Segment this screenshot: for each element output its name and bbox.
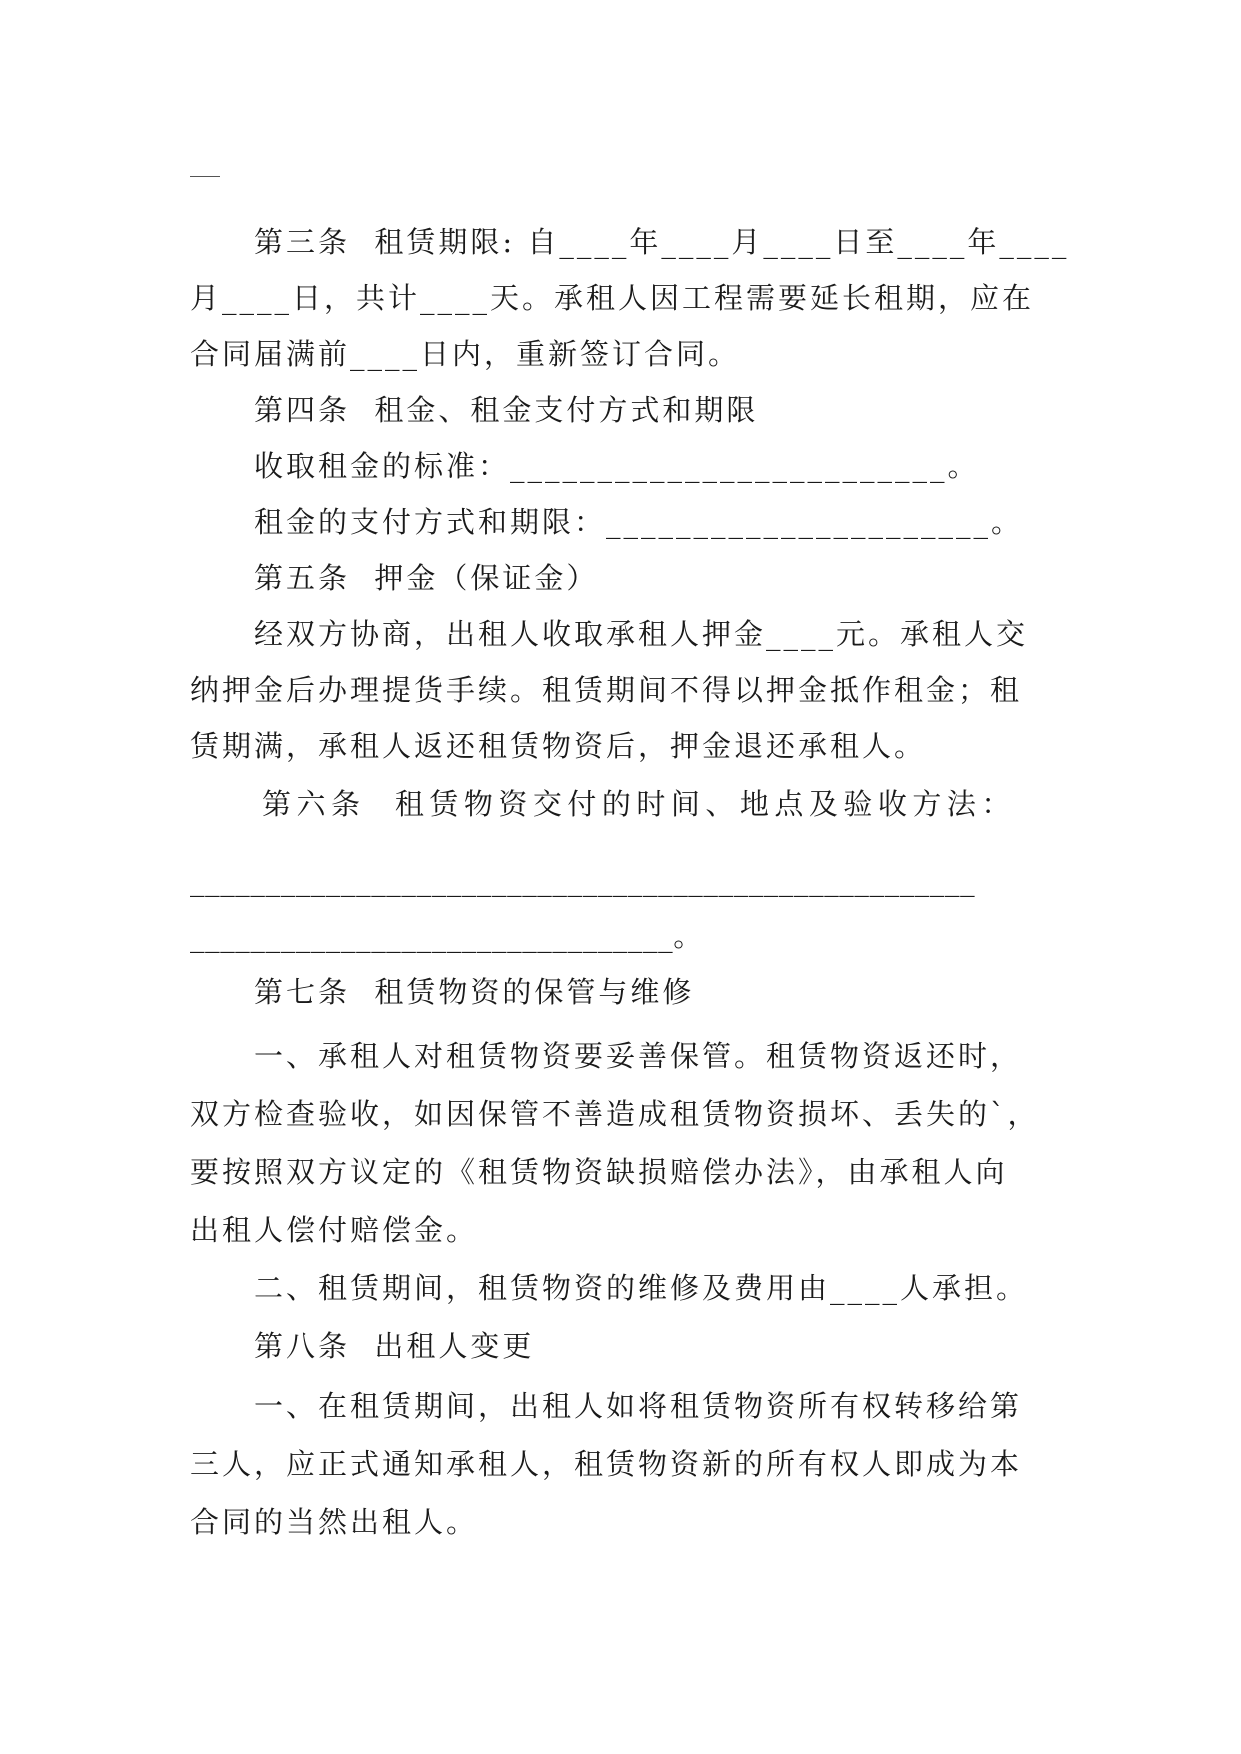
article-7-item-2: 二、租赁期间，租赁物资的维修及费用由____人承担。: [254, 1271, 1029, 1305]
article-6-blank-2: ________________________________。: [190, 919, 703, 953]
article-7-item-1-line-4: 出租人偿付赔偿金。: [190, 1213, 479, 1247]
article-5-line-2: 纳押金后办理提货手续。租赁期间不得以押金抵作租金；租: [190, 673, 1023, 707]
article-3-line-1: 第三条 租赁期限: 自____年____月____日至____年____: [254, 225, 1070, 259]
article-7-item-1-line-1: 一、承租人对租赁物资要妥善保管。租赁物资返还时，: [254, 1039, 1023, 1073]
article-6-heading: 第六条 租赁物资交付的时间、地点及验收方法：: [262, 787, 1016, 821]
article-8-item-1-line-3: 合同的当然出租人。: [190, 1505, 479, 1539]
article-8-item-1-line-1: 一、在租赁期间，出租人如将租赁物资所有权转移给第: [254, 1389, 1023, 1423]
article-8-item-1-line-2: 三人，应正式通知承租人，租赁物资新的所有权人即成为本: [190, 1447, 1023, 1481]
article-3-line-2: 月____日，共计____天。承租人因工程需要延长租期，应在: [190, 281, 1035, 315]
article-4-heading: 第四条 租金、租金支付方式和期限: [254, 393, 759, 427]
article-7-heading: 第七条 租赁物资的保管与维修: [254, 975, 695, 1009]
article-3-line-3: 合同届满前____日内，重新签订合同。: [190, 337, 741, 371]
rent-standard-line: 收取租金的标准：_________________________。: [254, 449, 980, 483]
article-5-line-1: 经双方协商，出租人收取承租人押金____元。承租人交: [254, 617, 1029, 651]
top-dash-mark: [190, 176, 220, 177]
rent-payment-line: 租金的支付方式和期限：______________________。: [254, 505, 1024, 539]
article-7-item-1-line-2: 双方检查验收，如因保管不善造成租赁物资损坏、丢失的`，: [190, 1097, 1040, 1131]
article-5-line-3: 赁期满，承租人返还租赁物资后，押金退还承租人。: [190, 729, 927, 763]
article-7-item-1-line-3: 要按照双方议定的《租赁物资缺损赔偿办法》，由承租人向: [190, 1155, 1008, 1189]
article-6-blank-1: ____________________________________________________: [190, 863, 976, 897]
article-5-heading: 第五条 押金（保证金）: [254, 561, 599, 595]
article-8-heading: 第八条 出租人变更: [254, 1329, 535, 1363]
